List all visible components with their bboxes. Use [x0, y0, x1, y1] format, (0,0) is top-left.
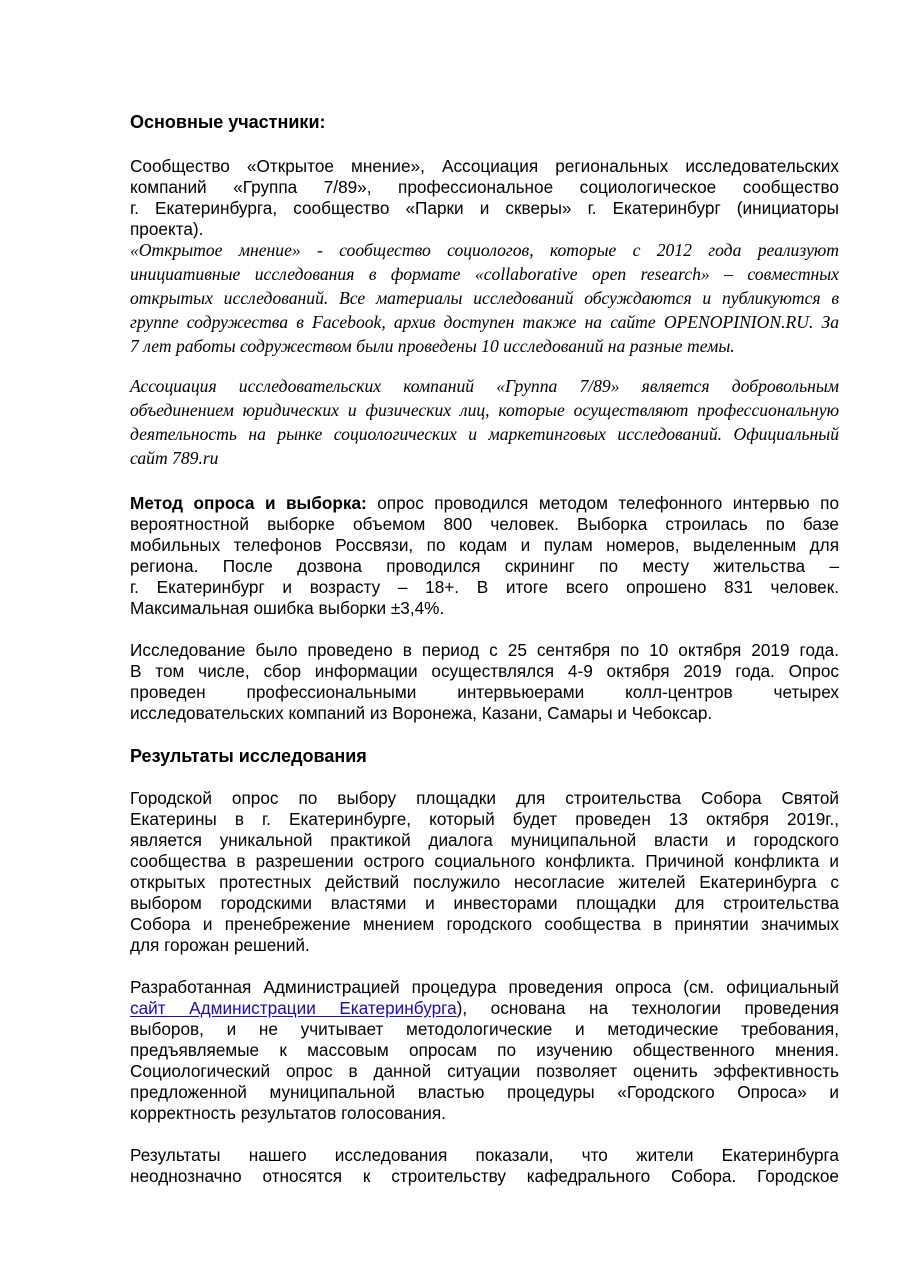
italic-line: открытых исследований. Все материалы исследований обсуждаются и публикуются в — [130, 288, 839, 308]
italic-line: группе содружества в Facebook, архив доступен также на сайте OPENOPINION.RU. За — [130, 312, 839, 332]
italic-line: «Открытое мнение» - сообщество социологов, которые с 2012 года реализуют — [130, 240, 839, 260]
paragraph-line: Исследование было проведено в период с 25 сентября по 10 октября 2019 года. — [130, 640, 839, 660]
link-line — [130, 998, 839, 1019]
paragraph-line: корректность результатов голосования. — [130, 1103, 446, 1123]
paragraph-line: исследовательских компаний из Воронежа, Казани, Самары и Чебоксар. — [130, 703, 713, 723]
paragraph-line: вероятностной выборке объемом 800 человек. Выборка строилась по базе — [130, 514, 839, 534]
paragraph-line: Максимальная ошибка выборки ±3,4%. — [130, 598, 445, 618]
italic-line: объединением юридических и физических лиц, которые осуществляют профессиональную — [130, 400, 839, 420]
paragraph-line: Собора и пренебрежение мнением городского сообщества в принятии значимых — [130, 914, 839, 934]
paragraph-line: проекта). — [130, 219, 204, 239]
paragraph-line: проведен профессиональными интервьюерами колл-центров четырех — [130, 682, 839, 702]
italic-line: Ассоциация исследовательских компаний «Группа 7/89» является добровольным — [130, 376, 839, 396]
paragraph-line: г. Екатеринбурга, сообщество «Парки и скверы» г. Екатеринбург (инициаторы — [130, 198, 839, 218]
paragraph-line: сообщества в разрешении острого социального конфликта. Причиной конфликта и — [130, 851, 839, 871]
method-label: Метод опроса и выборка: — [130, 493, 367, 513]
paragraph-line: Социологический опрос в данной ситуации позволяет оценить эффективность — [130, 1061, 839, 1081]
italic-line: сайт 789.ru — [130, 448, 219, 468]
paragraph-line: предложенной муниципальной властью процедуры «Городского Опроса» и — [130, 1082, 839, 1102]
paragraph-line: компаний «Группа 7/89», профессиональное социологическое сообщество — [130, 177, 839, 197]
paragraph-line: мобильных телефонов Россвязи, по кодам и пулам номеров, выделенным для — [130, 535, 839, 555]
paragraph-line: является уникальной практикой диалога муниципальной власти и городского — [130, 830, 839, 850]
link-line-text: ), основана на технологии проведения — [456, 998, 839, 1018]
paragraph-line: региона. После дозвона проводился скрининг по месту жительства – — [130, 556, 839, 576]
paragraph-line: Результаты нашего исследования показали, что жители Екатеринбурга — [130, 1145, 839, 1165]
paragraph-line: для горожан решений. — [130, 935, 310, 955]
paragraph-line: Городской опрос по выбору площадки для строительства Собора Святой — [130, 788, 839, 808]
paragraph-line: В том числе, сбор информации осуществлялся 4-9 октября 2019 года. Опрос — [130, 661, 839, 681]
paragraph-line: открытых протестных действий послужило несогласие жителей Екатеринбурга с — [130, 872, 839, 892]
paragraph-line: Разработанная Администрацией процедура проведения опроса (см. официальный — [130, 977, 839, 997]
method-first-line-text: опрос проводился методом телефонного интервью по — [366, 493, 839, 513]
paragraph-line: выбором городскими властями и инвесторами площадки для строительства — [130, 893, 839, 913]
paragraph-line: Сообщество «Открытое мнение», Ассоциация региональных исследовательских — [130, 156, 839, 176]
paragraph-line: неоднозначно относятся к строительству кафедрального Собора. Городское — [130, 1166, 839, 1186]
paragraph-line: выборов, и не учитывает методологические и методические требования, — [130, 1019, 839, 1039]
italic-line: инициативные исследования в формате «collaborative open research» – совместных — [130, 264, 839, 284]
administration-site-link[interactable]: сайт Администрации Екатеринбурга — [130, 998, 457, 1018]
results-heading: Результаты исследования — [130, 746, 367, 766]
participants-heading: Основные участники: — [130, 112, 326, 132]
italic-line: деятельность на рынке социологических и маркетинговых исследований. Официальный — [130, 424, 839, 444]
italic-line: 7 лет работы содружеством были проведены 10 исследований на разные темы. — [130, 336, 735, 356]
paragraph-line: г. Екатеринбург и возрасту – 18+. В итоге всего опрошено 831 человек. — [130, 577, 839, 597]
paragraph-line: Екатерины в г. Екатеринбурге, который будет проведен 13 октября 2019г., — [130, 809, 839, 829]
method-first-line — [130, 493, 839, 514]
paragraph-line: предъявляемые к массовым опросам по изучению общественного мнения. — [130, 1040, 839, 1060]
